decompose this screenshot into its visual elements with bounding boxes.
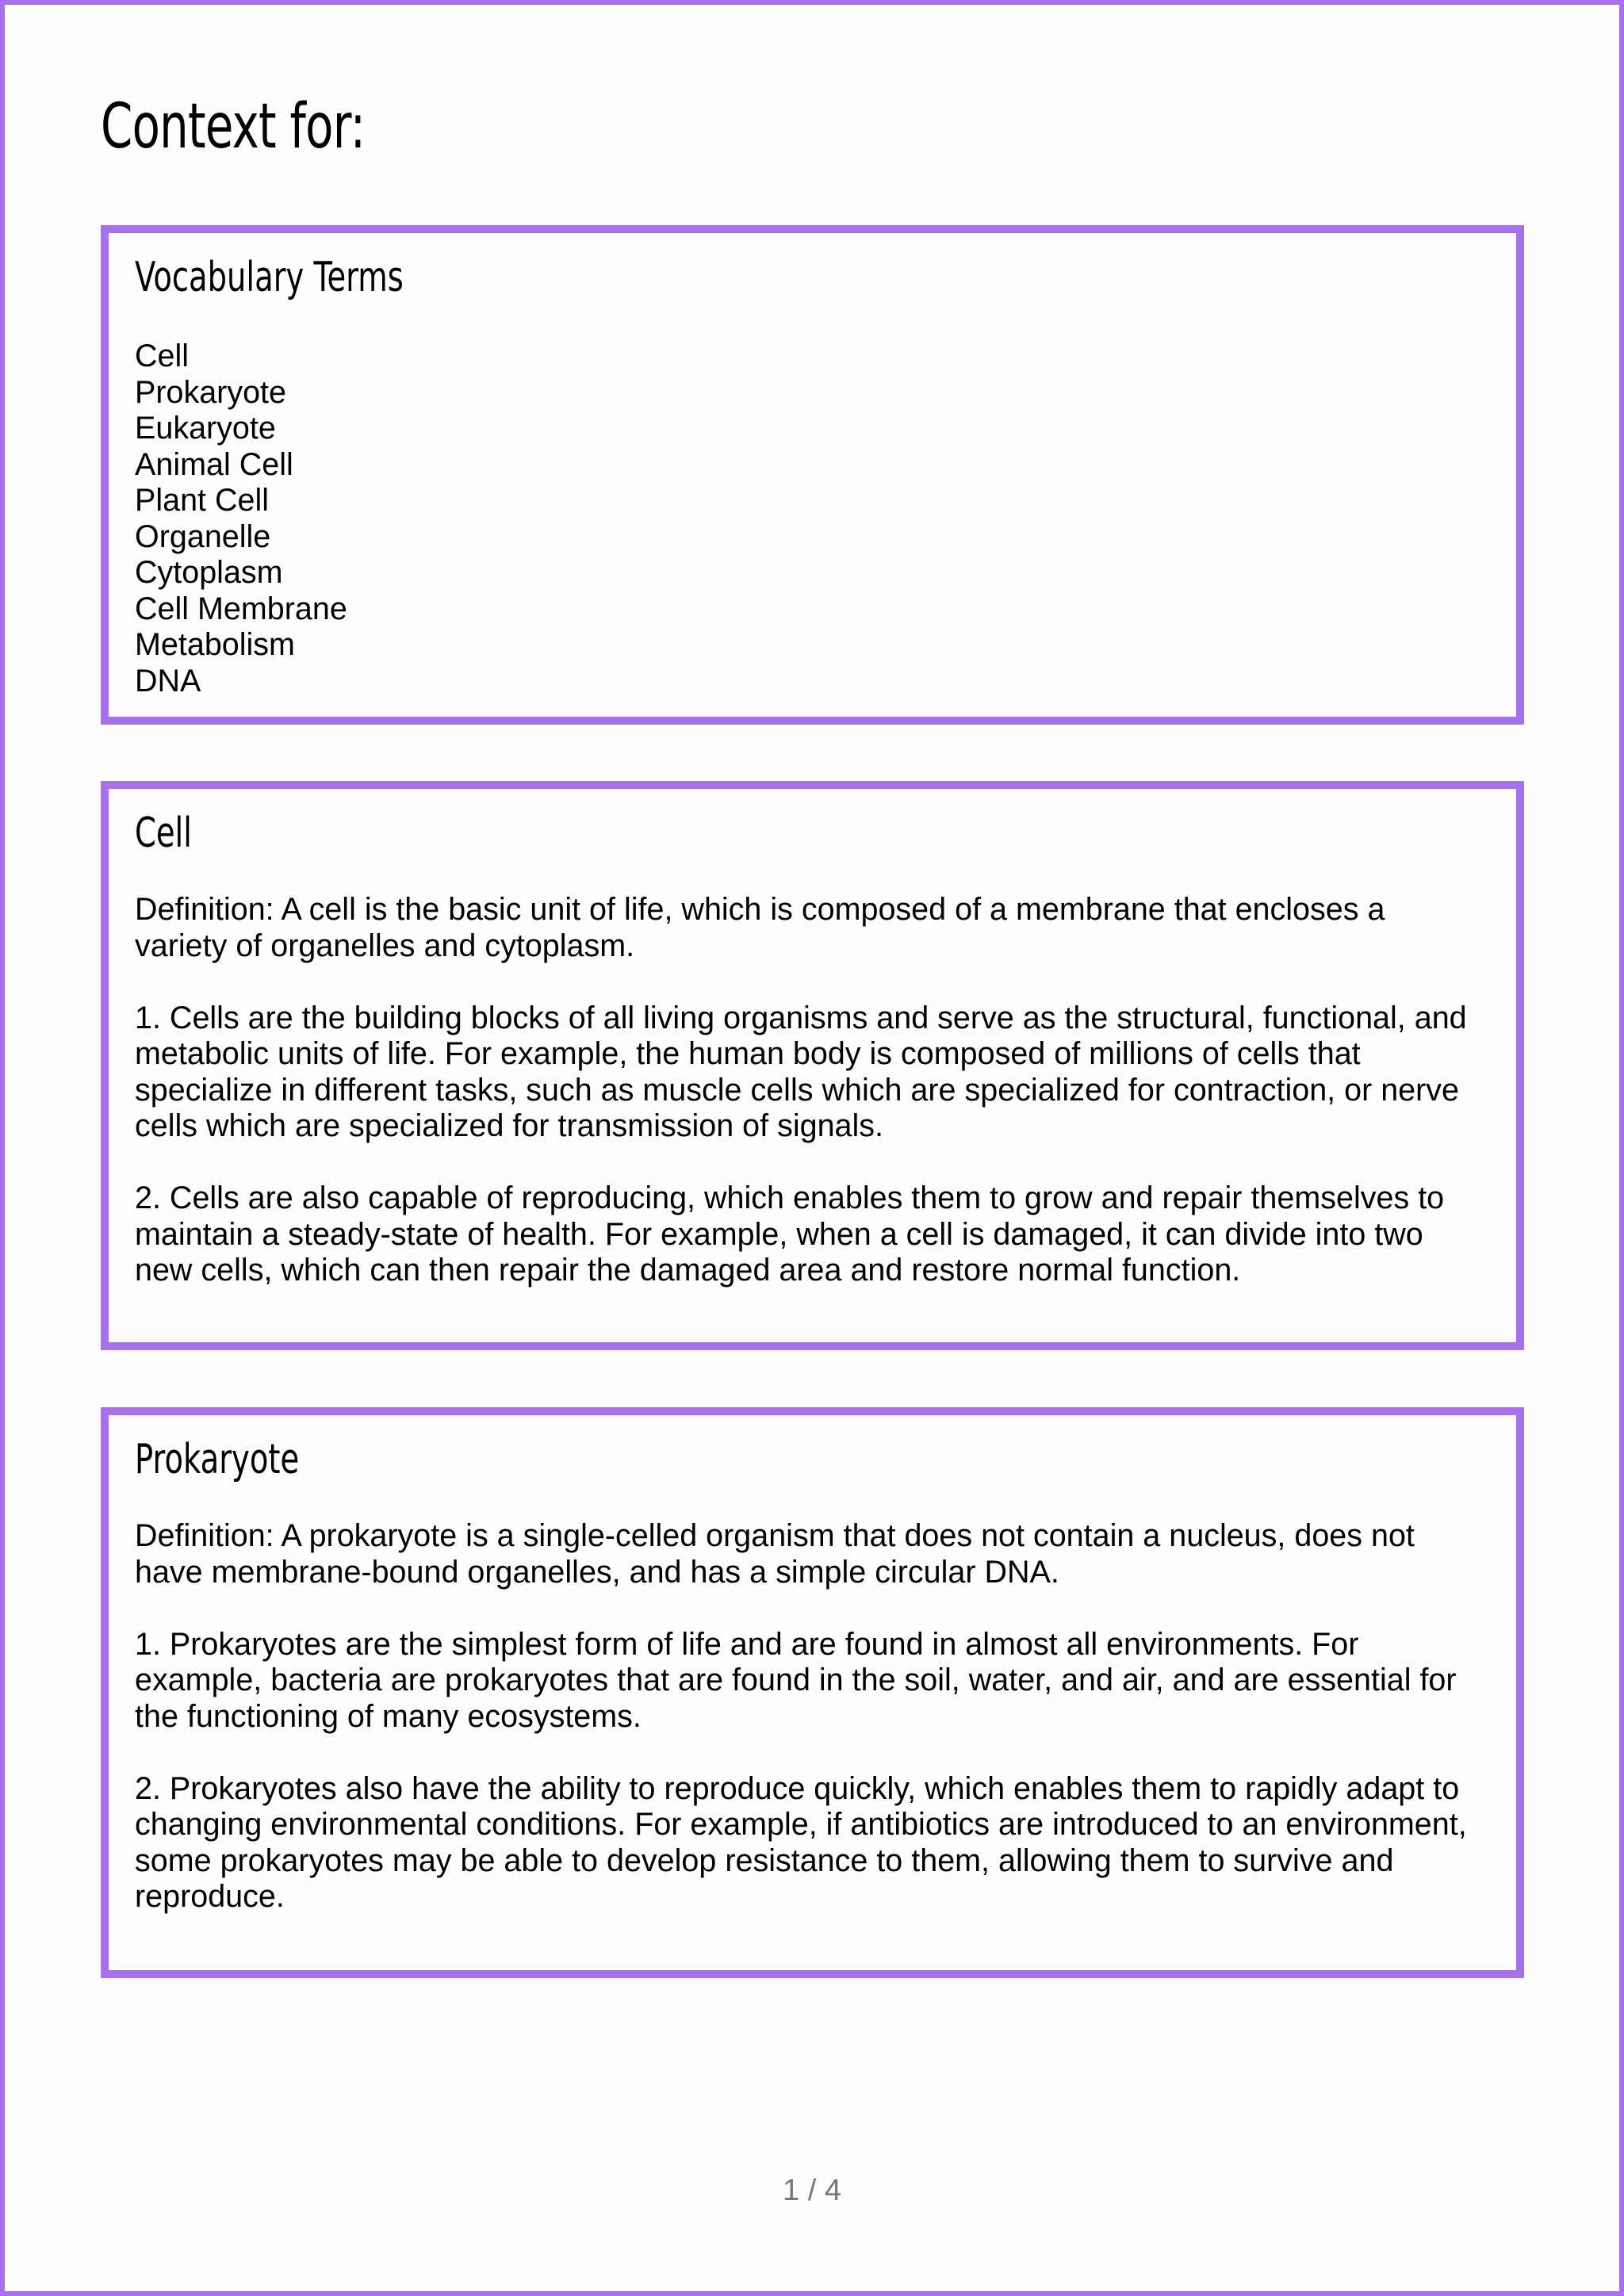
vocabulary-term: Cell xyxy=(135,339,190,373)
prokaryote-point-1: 1. Prokaryotes are the simplest form of life and are found in almost all environments. For example, bacteria are prokaryotes that are found in the soil, water, and air, and are essential for the functioning of many ecosystems. xyxy=(135,1626,1457,1734)
cell-card xyxy=(101,781,1524,1350)
vocabulary-term: Plant Cell xyxy=(135,483,270,518)
vocabulary-term: Metabolism xyxy=(135,627,295,662)
prokaryote-body xyxy=(135,1518,1478,1915)
vocabulary-heading: Vocabulary Terms xyxy=(135,254,404,301)
prokaryote-heading: Prokaryote xyxy=(135,1436,300,1483)
cell-body xyxy=(135,892,1478,1289)
page-indicator: 1 / 4 xyxy=(783,2174,841,2207)
prokaryote-card xyxy=(101,1407,1524,1978)
vocabulary-term: Eukaryote xyxy=(135,411,276,446)
cell-point-2: 2. Cells are also capable of reproducing, which enables them to grow and repair themselves to maintain a steady-state of health. For example, when a cell is damaged, it can divide into two new cells, which can then repair the damaged area and restore normal function. xyxy=(135,1181,1445,1288)
vocabulary-body xyxy=(135,339,1478,699)
prokaryote-definition: Definition: A prokaryote is a single-celled organism that does not contain a nucleus, does not have membrane-bound organelles, and has a simple circular DNA. xyxy=(135,1518,1415,1590)
prokaryote-point-2: 2. Prokaryotes also have the ability to reproduce quickly, which enables them to rapidly adapt to changing environmental conditions. For example, if antibiotics are introduced to an environment, some prokaryotes may be able to develop resistance to them, allowing them to survive and reproduce. xyxy=(135,1770,1467,1914)
vocabulary-term: DNA xyxy=(135,663,201,698)
vocabulary-term: Prokaryote xyxy=(135,374,287,410)
page-title: Context for: xyxy=(101,91,366,163)
vocabulary-list xyxy=(135,339,1478,699)
vocabulary-term: Cell Membrane xyxy=(135,591,347,626)
cell-heading: Cell xyxy=(135,809,192,857)
cell-definition: Definition: A cell is the basic unit of life, which is composed of a membrane that encloses a variety of organelles and cytoplasm. xyxy=(135,892,1385,963)
vocabulary-term: Animal Cell xyxy=(135,446,293,482)
vocabulary-term: Organelle xyxy=(135,519,271,554)
vocabulary-card xyxy=(101,225,1524,725)
cell-point-1: 1. Cells are the building blocks of all living organisms and serve as the structural, functional, and metabolic units of life. For example, the human body is composed of millions of cells that specialize in different tasks, such as muscle cells which are specialized for contraction, or nerve cells which are specialized for transmission of signals. xyxy=(135,1000,1467,1143)
vocabulary-term: Cytoplasm xyxy=(135,555,283,590)
